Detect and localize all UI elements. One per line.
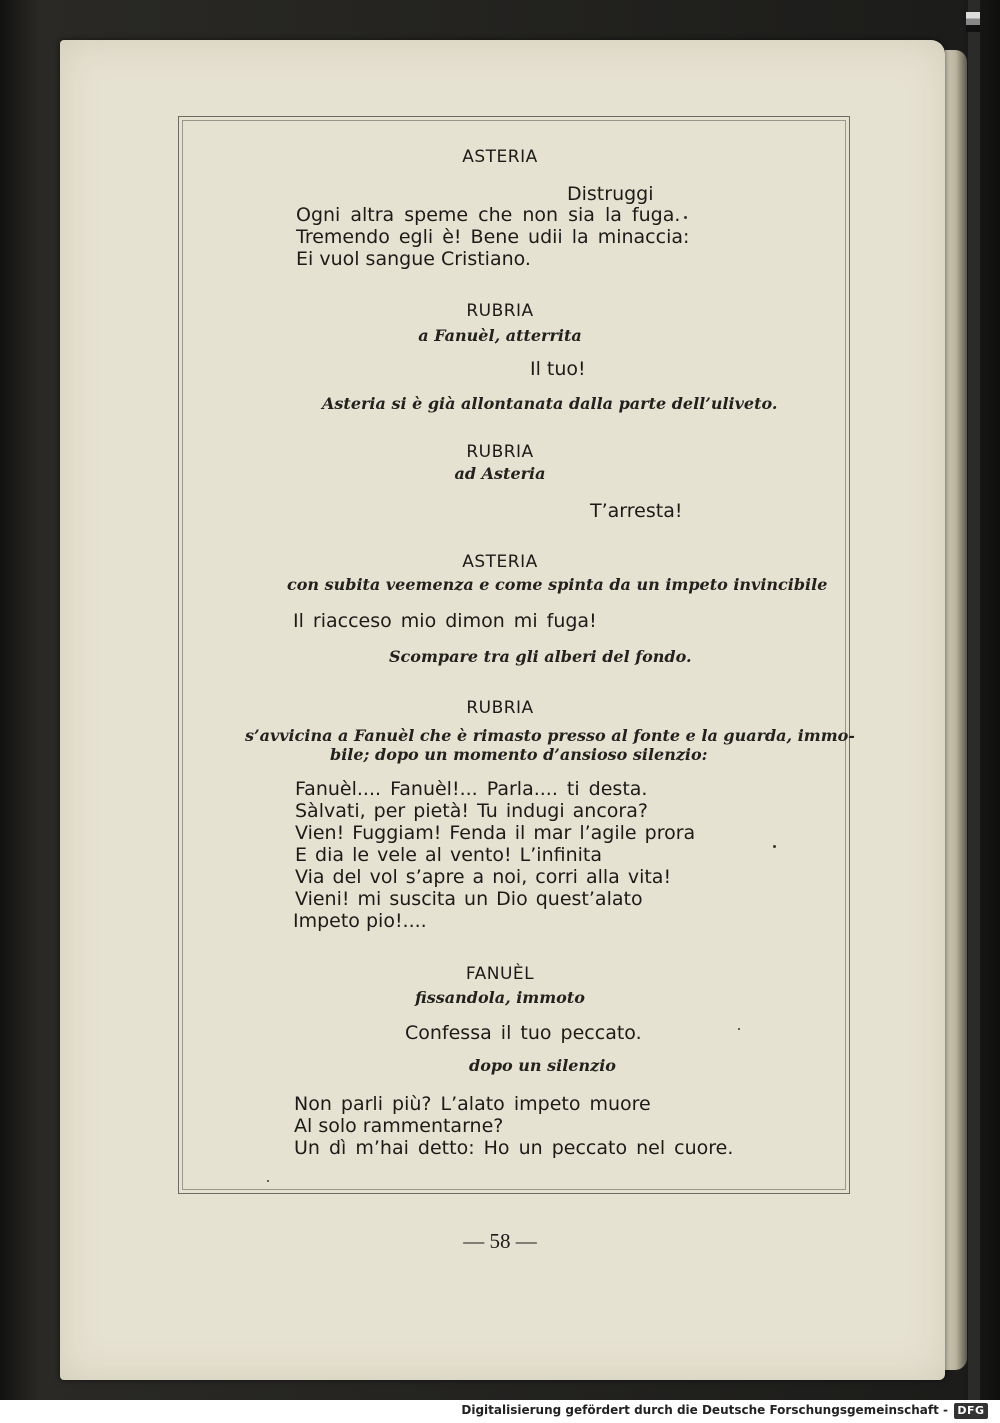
verse-line: Confessa il tuo peccato. xyxy=(405,1022,642,1044)
stage-direction: bile; dopo un momento d’ansioso silenzio: xyxy=(330,745,708,764)
verse-line: Il riacceso mio dimon mi fuga! xyxy=(293,610,597,632)
verse-line: Non parli più? L’alato impeto muore xyxy=(294,1093,651,1115)
speaker-name: RUBRIA xyxy=(466,698,534,718)
verse-line: Impeto pio!.... xyxy=(293,910,427,932)
verse-line: Un dì m’hai detto: Ho un peccato nel cuore. xyxy=(294,1137,734,1159)
stage-direction: Asteria si è già allontanata dalla parte dell’uliveto. xyxy=(322,394,778,413)
speaker-name: FANUÈL xyxy=(465,964,535,984)
verse-line: Vien! Fuggiam! Fenda il mar l’agile prora xyxy=(295,822,696,844)
speaker-name: ASTERIA xyxy=(462,147,538,167)
stage-direction: fissandola, immoto xyxy=(415,988,585,1007)
stage-direction: ad Asteria xyxy=(454,464,546,483)
verse-line: Il tuo! xyxy=(530,358,586,380)
verse-line: Al solo rammentarne? xyxy=(294,1115,504,1137)
verse-line: T’arresta! xyxy=(590,500,683,522)
verse-line: Sàlvati, per pietà! Tu indugi ancora? xyxy=(295,800,648,822)
stage-direction: Scompare tra gli alberi del fondo. xyxy=(389,647,692,666)
speaker-name: RUBRIA xyxy=(466,442,534,462)
stage-direction: a Fanuèl, atterrita xyxy=(418,326,582,345)
dfg-logo: DFG xyxy=(954,1403,988,1419)
digitization-footer xyxy=(0,1400,1000,1423)
verse-line: Ei vuol sangue Cristiano. xyxy=(296,248,531,270)
verse-line: Tremendo egli è! Bene udii la minaccia: xyxy=(296,226,690,248)
verse-line: E dia le vele al vento! L’infinita xyxy=(295,844,603,866)
page-number: — 58 — xyxy=(463,1229,537,1253)
verse-line: Fanuèl.... Fanuèl!... Parla.... ti desta. xyxy=(295,778,648,800)
funding-credit: Digitalisierung gefördert durch die Deutsche Forschungsgemeinschaft - xyxy=(461,1403,948,1417)
verse-line: Via del vol s’apre a noi, corri alla vita! xyxy=(295,866,672,888)
stage-direction: con subita veemenza e come spinta da un impeto invincibile xyxy=(287,575,828,594)
verse-line: Distruggi xyxy=(567,183,654,205)
color-scale-marker xyxy=(966,12,980,32)
verse-line: Vieni! mi suscita un Dio quest’alato xyxy=(295,888,643,910)
stage-direction: dopo un silenzio xyxy=(469,1056,616,1075)
verse-line: Ogni altra speme che non sia la fuga. xyxy=(296,204,681,226)
stage-direction: s’avvicina a Fanuèl che è rimasto presso al fonte e la guarda, immo- xyxy=(245,726,855,745)
speaker-name: RUBRIA xyxy=(466,301,534,321)
speaker-name: ASTERIA xyxy=(462,552,538,572)
